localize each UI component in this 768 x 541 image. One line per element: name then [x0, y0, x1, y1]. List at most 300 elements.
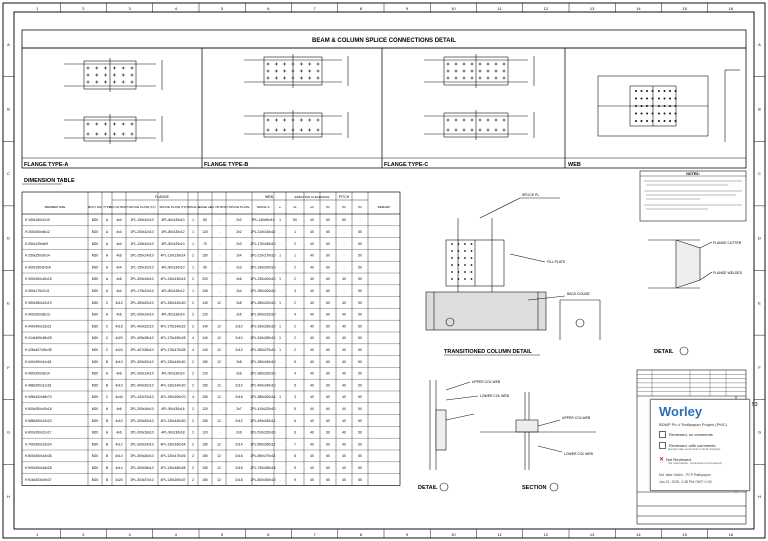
table-cell: 40: [342, 430, 346, 435]
table-cell: 140: [202, 336, 208, 341]
table-cell: -: [359, 218, 361, 223]
table-cell: 50: [358, 253, 362, 258]
table-cell: 40: [310, 454, 314, 459]
table-cell: 2PL-200x14x10: [130, 312, 154, 317]
table-cell: M20: [91, 348, 99, 352]
label-fill-plate: FILL PLATE: [547, 260, 566, 264]
table-cell: 2PL-210x170x10: [250, 253, 276, 258]
table-header: REMARK: [377, 205, 391, 209]
table-cell: 4x44: [115, 395, 123, 400]
table-cell: 1PL-150x10x10: [130, 218, 154, 223]
table-cell: 40: [310, 300, 314, 305]
table-cell: 40: [342, 371, 346, 376]
table-cell: 40: [310, 359, 314, 364]
table-cell: -: [279, 430, 281, 435]
grid-col-15-bottom: 15: [682, 532, 687, 537]
table-cell: 40: [310, 395, 314, 400]
table-cell: M20: [91, 277, 99, 282]
table-cell: 1: [192, 218, 194, 223]
table-cell: 4: [294, 312, 296, 317]
table-cell: 60: [326, 442, 330, 447]
view-label-flange-a: FLANGE TYPE-A: [24, 162, 69, 168]
table-cell: 4x4: [116, 230, 122, 234]
table-cell: H 350x175x7x11: [25, 289, 50, 293]
table-cell: M20: [91, 312, 99, 317]
table-cell: 2PL-432x70x10: [130, 395, 154, 400]
table-cell: 1: [294, 253, 296, 258]
table-cell: 2x8: [236, 359, 242, 364]
table-cell: A: [105, 253, 109, 258]
stamp-project: BDMP Ph-V Ratlipapan Project (PMC): [659, 422, 727, 427]
table-cell: H 900x300x16x28: [25, 466, 52, 470]
table-cell: 40: [310, 383, 314, 388]
table-cell: 50: [358, 277, 362, 282]
table-cell: M20: [91, 454, 99, 459]
table-cell: 2x9: [236, 430, 242, 435]
table-cell: A: [105, 277, 109, 282]
stamp-option-comments-label: Reviewed, with comments: [669, 443, 716, 448]
table-cell: M20: [91, 477, 99, 482]
table-cell: 60: [326, 324, 330, 329]
table-cell: 2: [192, 454, 194, 459]
table-cell: M20: [91, 371, 99, 376]
table-cell: -: [218, 241, 220, 246]
table-cell: 2: [294, 277, 296, 282]
table-cell: 60: [326, 407, 330, 411]
grid-col-1-top: 1: [36, 6, 39, 11]
table-cell: 4PL-130x140x20: [160, 359, 186, 364]
table-cell: 4x12: [115, 300, 123, 305]
review-stamp: [650, 399, 750, 491]
table-cell: H 300x150x6.5x9: [25, 265, 51, 270]
table-cell: 60: [326, 253, 330, 258]
table-header: SPLICE PLATE (T1): [128, 205, 156, 209]
table-cell: M20: [91, 336, 99, 341]
table-cell: 50: [358, 348, 362, 352]
label-lower-col-web-2: LOWER COL WEB: [564, 452, 593, 456]
table-cell: -: [279, 442, 281, 447]
grid-col-5-bottom: 5: [221, 532, 224, 537]
table-cell: 150: [202, 442, 208, 447]
table-cell: 140: [202, 348, 208, 352]
table-cell: M20: [91, 430, 99, 435]
table-cell: 8: [294, 454, 296, 459]
table-header: e2: [310, 205, 314, 209]
view-label-flange-c: FLANGE TYPE-C: [384, 162, 429, 168]
table-cell: 4x6: [116, 407, 122, 411]
detail-flange-cut: [648, 240, 712, 288]
table-cell: H 150x150x7x10: [25, 218, 50, 223]
table-cell: 1: [279, 348, 281, 352]
table-cell: M20: [91, 300, 99, 305]
grid-row-F-right: F: [758, 364, 761, 370]
table-cell: M20: [91, 324, 99, 329]
grid-col-15-top: 15: [682, 6, 687, 11]
table-cell: A: [105, 407, 109, 411]
table-cell: C: [105, 395, 109, 400]
stamp-option-reviewed-label: Reviewed, no comments: [669, 432, 713, 437]
table-cell: 50: [358, 430, 362, 435]
stamp-number: 53: [752, 402, 758, 408]
table-cell: 2PL-350x20x10: [130, 300, 154, 305]
table-cell: 2x6: [236, 371, 242, 376]
table-cell: -: [279, 418, 281, 423]
table-cell: M20: [91, 253, 99, 258]
table-cell: 12: [217, 466, 221, 470]
table-cell: 2: [192, 277, 194, 282]
stamp-option-comments-sub: (incorporate comments in final revision): [668, 447, 721, 451]
table-header: P1: [326, 205, 330, 209]
table-cell: 4x14: [115, 466, 123, 470]
grid-col-13-bottom: 13: [589, 532, 595, 537]
grid-col-9-top: 9: [406, 6, 409, 11]
table-cell: 60: [326, 265, 330, 270]
notes-heading: NOTES:: [686, 172, 700, 176]
table-cell: 4PL-80x130x12: [161, 230, 185, 234]
table-cell: -: [279, 265, 281, 270]
table-cell: 2PL-380x300x16: [250, 395, 276, 400]
table-cell: H 400x200x8x13: [25, 312, 50, 317]
table-cell: 2x7: [236, 407, 242, 411]
view-label-section: SECTION: [522, 485, 547, 491]
stamp-option-comments[interactable]: [659, 442, 721, 451]
table-cell: 2: [192, 359, 194, 364]
table-header: MEMBER SIZE: [44, 205, 66, 209]
table-cell: 50: [358, 359, 362, 364]
grid-col-11-bottom: 11: [497, 532, 502, 537]
checkbox-reviewed[interactable]: [659, 431, 666, 438]
table-cell: 40: [342, 395, 346, 400]
table-cell: 2: [192, 371, 194, 376]
table-cell: M20: [91, 218, 99, 223]
table-cell: 2x2: [236, 230, 242, 234]
table-cell: 60: [326, 277, 330, 282]
table-group-erection: ERECTION CLEARANCE: [294, 195, 330, 199]
table-cell: 2PL-230x200x10: [250, 277, 276, 282]
table-cell: B: [105, 442, 109, 447]
table-cell: 70: [203, 241, 207, 246]
grid-col-9-bottom: 9: [406, 532, 409, 537]
table-header: P2: [342, 205, 346, 209]
table-cell: 2: [294, 300, 296, 305]
table-cell: 4x4: [116, 218, 122, 223]
table-cell: 2PL-590x260x12: [250, 442, 276, 447]
grid-col-14-bottom: 14: [636, 532, 641, 537]
table-cell: 150: [202, 395, 208, 400]
table-cell: 4PL-130x170x26: [160, 454, 186, 459]
table-cell: 4x4: [116, 241, 122, 246]
table-cell: 2PL-330x230x10: [250, 324, 276, 329]
table-cell: 40: [310, 277, 314, 282]
table-cell: 40: [310, 348, 314, 352]
table-cell: 2PL-200x16x10: [130, 407, 154, 411]
table-cell: 2: [192, 466, 194, 470]
table-cell: -: [279, 289, 281, 293]
grid-row-F-left: F: [7, 364, 10, 370]
table-cell: 40: [342, 477, 346, 482]
table-cell: 105: [202, 289, 208, 293]
grid-col-16-bottom: 16: [728, 532, 734, 537]
table-cell: 2PL-407x35x10: [130, 348, 154, 352]
table-cell: 40: [342, 418, 346, 423]
table-cell: -: [279, 454, 281, 459]
table-header: SPACE S: [186, 205, 200, 209]
table-cell: 2PL-800x300x19: [250, 477, 276, 482]
table-cell: -: [279, 383, 281, 388]
table-cell: 4: [294, 371, 296, 376]
grid-col-6-top: 6: [267, 6, 270, 11]
table-cell: A: [105, 289, 109, 293]
table-cell: 4PL-130x200x37: [160, 477, 186, 482]
table-cell: M20: [91, 383, 99, 388]
table-cell: 1: [192, 230, 194, 234]
table-cell: C: [105, 324, 109, 329]
table-cell: H 250x125x6x9: [25, 241, 48, 246]
table-cell: 2: [192, 430, 194, 435]
table-cell: -: [279, 371, 281, 376]
table-cell: 2: [192, 442, 194, 447]
stamp-option-reviewed[interactable]: [659, 431, 713, 438]
table-header: SPACE S: [256, 205, 270, 209]
table-cell: 2PL-400x22x10: [130, 324, 154, 329]
table-cell: 4x12: [115, 442, 123, 447]
table-cell: 2PL-510x220x10: [250, 430, 276, 435]
table-group-web: WEB: [265, 195, 273, 199]
table-cell: 4x6: [116, 430, 122, 435]
table-cell: 90: [203, 265, 207, 270]
table-cell: 2PL-280x220x10: [250, 300, 276, 305]
table-cell: 2x4: [236, 253, 242, 258]
table-cell: H 250x250x9x14: [25, 253, 50, 258]
table-cell: M20: [91, 265, 99, 270]
table-cell: 5: [294, 359, 296, 364]
table-cell: H 450x200x9x14: [25, 371, 50, 376]
table-cell: 150: [202, 383, 208, 388]
table-cell: 5: [294, 383, 296, 388]
table-cell: 2PL-140x90x10: [251, 218, 275, 223]
table-cell: 2PL-300x15x10: [130, 277, 154, 282]
table-cell: 60: [326, 418, 330, 423]
table-cell: 2: [192, 300, 194, 305]
table-cell: -: [218, 407, 220, 411]
table-cell: 40: [342, 324, 346, 329]
table-cell: 50: [358, 442, 362, 447]
table-cell: 40: [310, 477, 314, 482]
table-cell: 60: [326, 312, 330, 317]
stamp-option-not-reviewed[interactable]: [659, 456, 722, 465]
table-cell: 4PL-130x140x20: [160, 383, 186, 388]
table-cell: A: [105, 430, 109, 435]
table-cell: 2x10: [235, 383, 243, 388]
table-cell: 9: [294, 477, 296, 482]
table-cell: 60: [326, 477, 330, 482]
table-cell: -: [343, 265, 345, 270]
table-cell: 2PL-340x250x10: [250, 336, 276, 341]
table-cell: 60: [326, 348, 330, 352]
checkbox-comments[interactable]: [659, 442, 666, 449]
table-cell: 50: [358, 466, 362, 470]
table-cell: 4x4: [116, 289, 122, 293]
table-header: TYPE: [103, 205, 111, 209]
table-cell: 2: [192, 418, 194, 423]
table-cell: 40: [310, 466, 314, 470]
table-cell: 1PL-200x12x10: [130, 230, 154, 234]
table-cell: 50: [358, 418, 362, 423]
table-cell: B: [105, 477, 109, 482]
table-cell: 4PL-90x130x16: [161, 407, 185, 411]
table-cell: 2PL-490x240x12: [250, 418, 276, 423]
table-cell: 40: [310, 241, 314, 246]
table-cell: 2x2: [236, 218, 242, 223]
table-cell: 12: [217, 442, 221, 447]
grid-col-6-bottom: 6: [267, 532, 270, 537]
table-cell: 50: [342, 218, 346, 223]
table-cell: 9: [294, 466, 296, 470]
table-cell: 4x6: [116, 312, 122, 317]
table-cell: -: [218, 265, 220, 270]
view-label-web: WEB: [568, 162, 581, 168]
table-cell: 4PL-90x130x18: [161, 430, 185, 435]
table-cell: 4x10: [115, 359, 123, 364]
table-cell: M20: [91, 466, 99, 470]
table-cell: 40: [342, 277, 346, 282]
table-cell: -: [279, 407, 281, 411]
table-cell: 2PL-303x37x10: [130, 477, 154, 482]
grid-col-11-top: 11: [497, 6, 502, 11]
table-cell: 12: [217, 336, 221, 341]
table-cell: 1: [279, 253, 281, 258]
table-cell: 50: [358, 241, 362, 246]
table-cell: 2PL-300x28x10: [130, 466, 154, 470]
table-cell: 40: [342, 454, 346, 459]
table-cell: 2: [192, 324, 194, 329]
table-cell: 40: [310, 407, 314, 411]
table-cell: 50: [358, 407, 362, 411]
table-cell: 4PL-130x180x28: [160, 466, 186, 470]
table-cell: 40: [310, 289, 314, 293]
table-cell: 1: [294, 230, 296, 234]
table-cell: -: [218, 253, 220, 258]
table-cell: 4: [192, 336, 194, 341]
table-cell: H 414x405x18x28: [25, 336, 52, 341]
table-cell: 120: [202, 407, 208, 411]
table-cell: 40: [310, 324, 314, 329]
table-cell: 2PL-690x270x14: [250, 454, 276, 459]
table-header: e: [279, 205, 281, 209]
grid-row-G-right: G: [757, 429, 762, 435]
table-cell: 50: [358, 265, 362, 270]
grid-col-4-bottom: 4: [174, 532, 177, 537]
table-cell: 6: [294, 418, 296, 423]
table-cell: 2PL-360x220x10: [250, 371, 276, 376]
table-cell: 50: [358, 336, 362, 341]
stamp-date: Jan 21, 2025, 1:38 PM GMT+1:00: [659, 480, 712, 484]
table-cell: 12: [217, 454, 221, 459]
label-back-gouge: BACK GOUGE: [567, 292, 590, 296]
table-cell: 12: [217, 383, 221, 388]
label-splice-detail: SPLICE PL.: [522, 193, 541, 197]
table-cell: 2PL-110x140x10: [250, 230, 276, 234]
table-cell: 2PL-300x26x10: [130, 454, 154, 459]
table-cell: 200: [202, 277, 208, 282]
table-cell: 2PL-300x24x10: [130, 442, 154, 447]
table-cell: -: [279, 466, 281, 470]
table-cell: 5: [294, 407, 296, 411]
grid-row-D-right: D: [758, 235, 761, 241]
table-cell: 4PL-110x130x14: [160, 253, 186, 258]
table-cell: 4: [192, 348, 194, 352]
label-flange-welded: FLANGE WELDED: [713, 271, 743, 275]
table-cell: 2: [294, 348, 296, 352]
table-cell: 2PL-200x18x10: [130, 430, 154, 435]
view-label-detail-1: DETAIL: [418, 485, 438, 491]
table-cell: 60: [326, 395, 330, 400]
grid-row-C-left: C: [7, 171, 10, 177]
table-cell: 40: [342, 300, 346, 305]
table-cell: 4PL-175x150x28: [160, 336, 186, 341]
table-cell: 2x10: [235, 336, 243, 341]
table-cell: 2: [294, 241, 296, 246]
table-cell: 60: [326, 383, 330, 388]
section-a-sketch: [480, 392, 596, 470]
table-cell: 2: [192, 312, 194, 317]
table-cell: C: [105, 336, 109, 341]
table-cell: 12: [217, 418, 221, 423]
table-cell: 40: [310, 265, 314, 270]
table-cell: 1: [279, 324, 281, 329]
grid-col-8-top: 8: [359, 6, 362, 11]
table-cell: 40: [310, 418, 314, 423]
table-cell: -: [218, 312, 220, 317]
table-cell: 2: [294, 265, 296, 270]
table-cell: 4PL-175x140x22: [160, 324, 186, 329]
label-flange-cut: FLANGE CUTTER: [713, 241, 742, 245]
table-cell: -: [218, 289, 220, 293]
table-cell: A: [105, 371, 109, 376]
table-cell: M20: [91, 359, 99, 364]
table-cell: 60: [326, 241, 330, 246]
table-cell: 50: [293, 218, 297, 223]
table-cell: 50: [358, 289, 362, 293]
table-cell: A: [105, 312, 109, 317]
table-cell: 2: [192, 477, 194, 482]
table-header: SPLICE PLATE: [228, 205, 250, 209]
table-cell: 40: [310, 253, 314, 258]
grid-row-B-left: B: [7, 106, 10, 112]
grid-col-7-top: 7: [313, 6, 316, 11]
revision-table: [637, 370, 746, 396]
table-cell: 140: [202, 300, 208, 305]
flange-splice-sketches: [64, 54, 534, 144]
table-cell: 2PL-250x200x10: [250, 289, 276, 293]
grid-row-H-left: H: [7, 494, 10, 500]
table-group-flange: FLANGE: [154, 195, 170, 199]
table-cell: B: [105, 418, 109, 423]
table-cell: 150: [202, 466, 208, 470]
table-cell: 4x14: [115, 454, 123, 459]
table-cell: 2x12: [235, 418, 243, 423]
table-cell: M20: [91, 442, 99, 447]
table-cell: 60: [326, 300, 330, 305]
table-cell: 2PL-170x150x10: [250, 241, 276, 246]
table-cell: 120: [202, 430, 208, 435]
table-cell: H 428x407x20x35: [25, 348, 52, 352]
table-cell: 60: [326, 218, 330, 223]
table-cell: 4PL-80x130x12: [161, 289, 185, 293]
table-cell: -: [343, 253, 345, 258]
grid-col-3-bottom: 3: [128, 532, 131, 537]
table-cell: 50: [358, 324, 362, 329]
